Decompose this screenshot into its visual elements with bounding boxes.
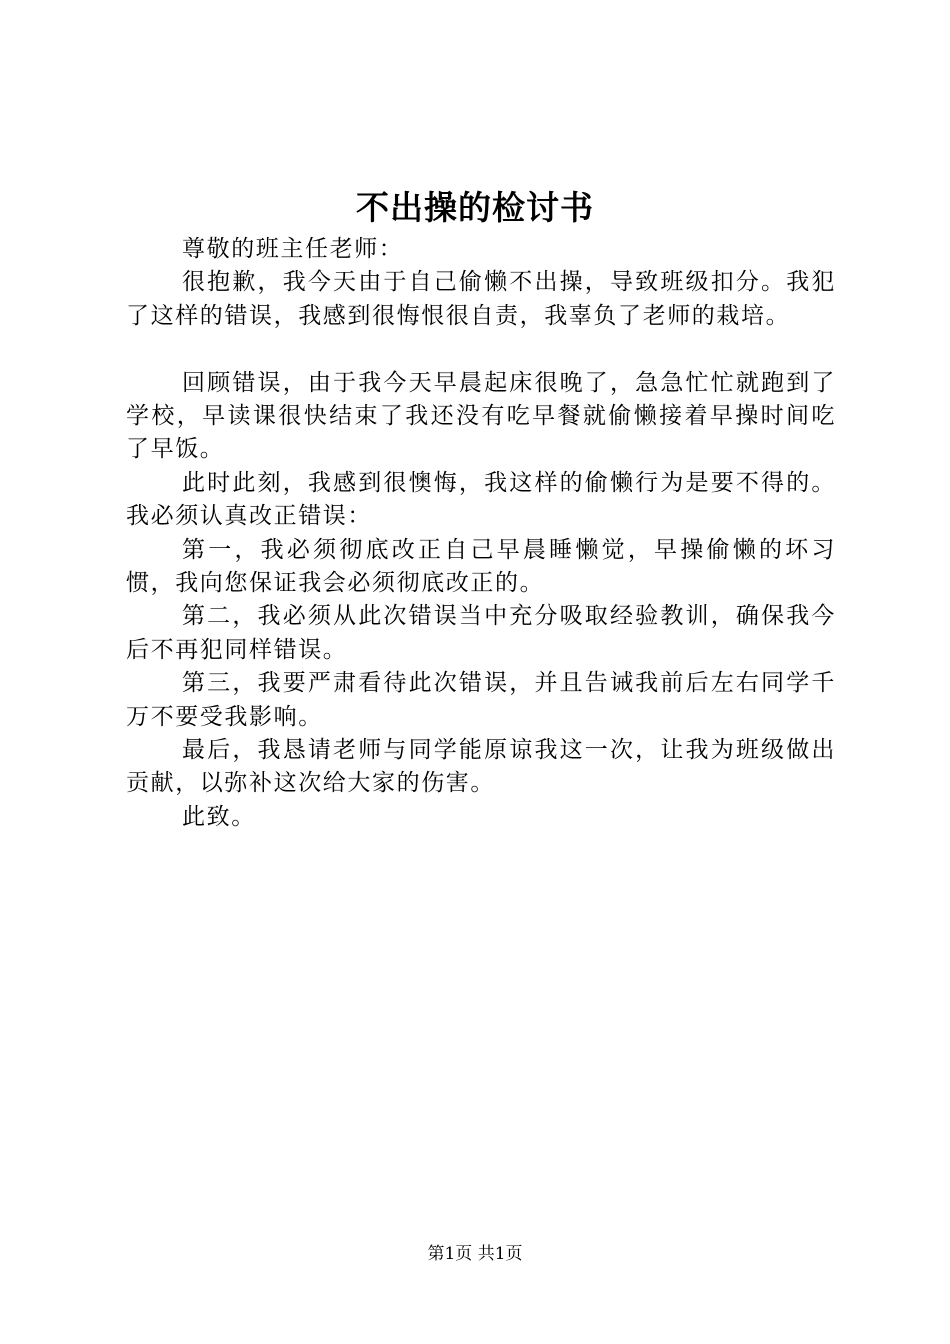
paragraph-apology: 很抱歉，我今天由于自己偷懒不出操，导致班级扣分。我犯了这样的错误，我感到很悔恨很自责，我辜负了老师的栽培。 [126, 269, 836, 329]
page-footer: 第1页 共1页 [427, 1244, 523, 1264]
closing: 此致。 [182, 803, 256, 830]
document-body [126, 233, 836, 834]
paragraph-regret: 此时此刻，我感到很懊悔，我这样的偷懒行为是要不得的。我必须认真改正错误： [126, 469, 836, 530]
paragraph-finally: 最后，我恳请老师与同学能原谅我这一次，让我为班级做出贡献，以弥补这次给大家的伤害。 [126, 737, 836, 797]
document-title: 不出操的检讨书 [356, 188, 594, 227]
paragraph-third: 第三，我要严肃看待此次错误，并且告诫我前后左右同学千万不要受我影响。 [126, 670, 836, 730]
salutation: 尊敬的班主任老师： [182, 236, 404, 262]
paragraph-first: 第一，我必须彻底改正自己早晨睡懒觉，早操偷懒的坏习惯，我向您保证我会必须彻底改正的。 [126, 536, 836, 597]
paragraph-second: 第二，我必须从此次错误当中充分吸取经验教训，确保我今后不再犯同样错误。 [126, 603, 836, 663]
paragraph-review: 回顾错误，由于我今天早晨起床很晚了，急急忙忙就跑到了学校，早读课很快结束了我还没有吃早餐就偷懒接着早操时间吃了早饭。 [126, 369, 836, 463]
